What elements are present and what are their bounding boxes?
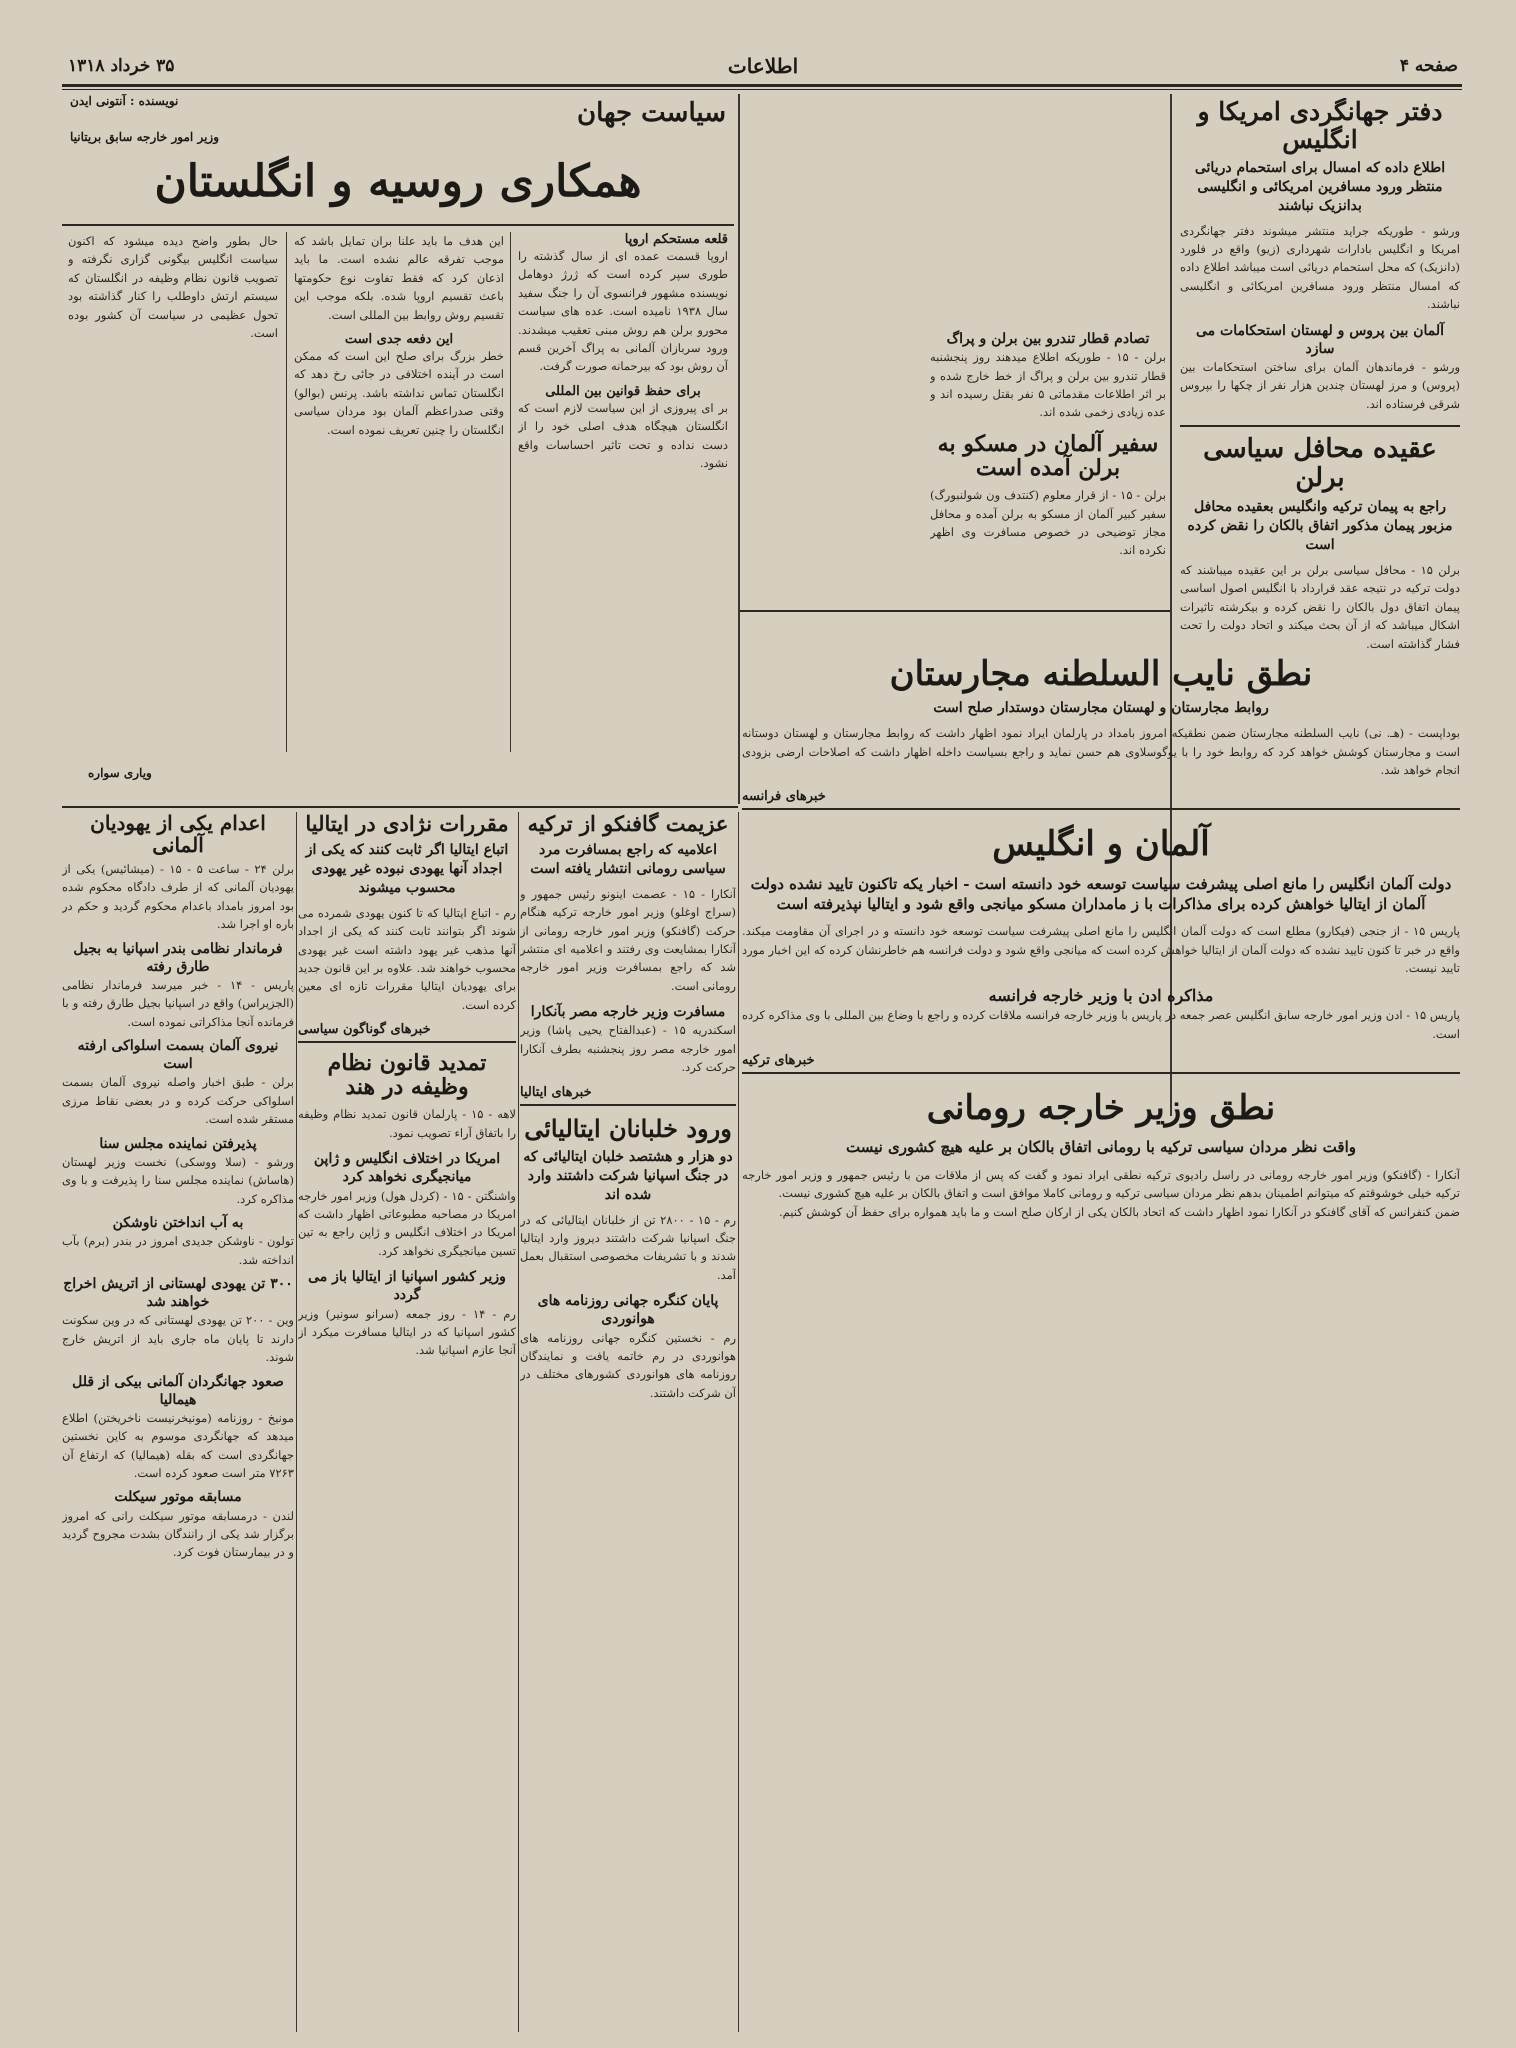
article-body: پاریس ۱۵ - ادن وزیر امور خارجه سابق انگلیس عصر جمعه در پاریس با وزیر خارجه فرانسه ملاقات کرده و راجع با وضاع بین المللی با وی مذاکره کرده است. (742, 1008, 1460, 1041)
column-rule (518, 812, 519, 2032)
headline: دفتر جهانگردی امریکا و انگلیس (1197, 98, 1443, 154)
subheadline: روابط مجارستان و لهستان مجارستان دوستدار صلح است (933, 700, 1269, 717)
article-body: برلن ۱۵ - محافل سیاسی برلن بر این عقیده میباشند که دولت ترکیه در نتیجه عقد قرارداد با انگلیس اصول اساسی پیمان اتفاق دول بالکان را نقض کرده و بیکرشته تاثیرات اشکال میباشد که از آن بحث میکند و اتحاد دولت را تحت فشار گذاشته است. (1180, 563, 1460, 651)
article-body: بر ای پیروزی از این سیاست لازم است که انگلستان هیچگاه هدف اصلی خود را از دست نداده و تحت تاثیر احساسات واقع نشود. (518, 400, 728, 470)
article-body: لاهه - ۱۵ - پارلمان قانون تمدید نظام وظیفه را باتفاق آراء تصویب نمود. (298, 1107, 516, 1140)
article-column (68, 232, 278, 792)
article-body: خطر بزرگ برای صلح این است که ممکن است در آینده اختلافی در جائی رخ دهد که انگلستان تماس نداشته باشد. پرنس (بوالو) وقتی صدراعظم آلمان بود مردان سیاسی انگلستان را چنین تعریف نموده است. (294, 348, 504, 437)
mid-right-column (930, 330, 1166, 620)
subheadline: اطلاع داده که امسال برای استحمام دریائی منتظر ورود مسافرین امریکائی و انگلیسی بدانزیک نباشند (1194, 160, 1446, 214)
masthead-rule (62, 84, 1462, 87)
divider (1180, 425, 1460, 427)
bottom-mid-left-column (298, 812, 516, 2032)
headline: اعدام یکی از یهودیان آلمانی (90, 812, 266, 857)
headline: صعود جهانگردان آلمانی بیکی از قلل هیمالیا (72, 1373, 284, 1408)
article-body: رم - نخستین کنگره جهانی روزنامه های هوانوردی در رم خاتمه یافت و نمایندگان روزنامه های هوانوردی کشورهای مختلف در آن شرکت داشتند. (520, 1330, 736, 1400)
column-rule (738, 812, 739, 2032)
headline: نطق نایب السلطنه مجارستان (889, 654, 1313, 694)
headline: نطق وزیر خارجه رومانی (926, 1088, 1276, 1129)
section-rule (62, 806, 738, 808)
column-rule (738, 94, 740, 804)
issue-date: ۳۵ خرداد ۱۳۱۸ (68, 56, 175, 76)
headline: آلمان و انگلیس (992, 824, 1210, 865)
author-line: نویسنده : آنتونی ایدن (70, 94, 179, 108)
article-body: وین - ۲۰۰ تن یهودی لهستانی که در وین سکونت دارند تا پایان ماه جاری باید از اتریش خارج شوند. (62, 1313, 294, 1365)
headline: ورود خلبانان ایتالیائی (524, 1113, 732, 1143)
article-body: ورشو - طوریکه جراید منتشر میشوند دفتر جهانگردی امریکا و انگلیس بادارات شهرداری (زیو) واقع در فلورد (دانزیک) که محل استحمام دریائی است میباشد اطلاع داده که امسال منتظر ورود مسافرین امریکائی و انگلیسی نباشند. (1180, 223, 1460, 312)
article-body: بوداپست - (هـ. نی) نایب السلطنه مجارستان ضمن نطقیکه امروز بامداد در پارلمان ایراد نمود اظهار داشت که روابط مجارستان و لهستان دوستانه است و مجارستان کوشش خواهد کرد که روابط خود را با یوگوسلاوی هم حسن نماید و راجع بسیاست داخله اظهار داشت که اصلاحات ارضی بزودی انجام خواهد شد. (742, 726, 1460, 778)
section-label: خبرهای ایتالیا (520, 1084, 592, 1100)
subheadline: دو هزار و هشتصد خلبان ایتالیائی که در جنگ اسپانیا شرکت داشتند وارد شده اند (523, 1148, 733, 1203)
divider (298, 1041, 516, 1043)
headline: آلمان بین پروس و لهستان استحکامات می سازد (1195, 322, 1445, 357)
article-body: حال بطور واضح دیده میشود که اکنون سیاست انگلیس بیگونی گزاری نگرفته و تصویب قانون نظام وظیفه در انگلستان که سیستم ارتش داوطلب را کنار گذاشته بود تحول عظیمی در سیاست آن کشور بوده است. (68, 234, 278, 340)
divider (520, 1104, 736, 1106)
article-body: آنکارا - (گافنکو) وزیر امور خارجه رومانی در راسل رادیوی ترکیه نطقی ایراد نمود و گفت که پس از ملاقات من با رئیس جمهور و وزیر امور خارجه ترکیه خیلی خوشوقتم که میتوانم اطمینان بدهم نظر مردان سیاسی ترکیه و رومانی کاملا موافق است و اتفاق بالکان بر علیه هیچ کشوری نیست. (742, 1167, 1460, 1201)
divider (742, 1072, 1460, 1074)
headline: مسابقه موتور سیکلت (114, 1489, 242, 1506)
article-body: ضمن کنفرانس که آقای گافنکو در آنکارا نمود اظهار داشت که اتحاد بالکان یکی از ارکان صلح است و ما باید همواره برای حفظ آن کوشش کنیم. (778, 1204, 1460, 1219)
subheadline: دولت آلمان انگلیس را مانع اصلی پیشرفت سیاست توسعه خود دانسته است - اخبار یکه تاکنون تایید نشده دولت آلمان از ایتالیا خواهش کرده برای مذاکرات با ز مامداران مسکو میانجی واقع شود و ایتالیا نپذیرفته است (750, 874, 1452, 914)
section-heading: سیاست جهان (577, 98, 726, 128)
headline: مقررات نژادی در ایتالیا (305, 812, 509, 836)
article-body: برلن - ۱۵ - از قرار معلوم (کنتدف ون شولنبورگ) سفیر کبیر آلمان از مسکو به برلن آمده و محافل مجاز توضیحی در خصوص مسافرت وی اظهر نکرده اند. (930, 488, 1166, 558)
headline: امریکا در اختلاف انگلیس و ژاپن میانجیگری نخواهد کرد (313, 1151, 501, 1186)
article-body: اروپا قسمت عمده ای از سال گذشته را طوری سپر کرده است که ژرژ دوهامل نویسنده مشهور فرانسوی آن را جنگ سفید سال ۱۹۳۸ نامیده است. عده های سیاست محورو برلن هم روش مبنی تعقیب میشدند. ورود سربازان آلمانی به پراگ آخرین قسم آن روش بود که بیرحمانه صورت گرفت. (518, 249, 728, 374)
article-body: این هدف ما باید علنا بران تمایل باشد که موجب تفرقه عالم نشده است. ما باید اذعان کرد که فقط تفاوت نوع حکومتها باعث تقسیم اروپا شده. بلکه موجب این تقسیم روش روابط بین المللی است. (294, 234, 504, 322)
subheadline: اتباع ایتالیا اگر ثابت کنند که یکی از اجداد آنها یهودی نبوده غیر یهودی محسوب میشوند (305, 842, 509, 896)
bottom-left-column (62, 812, 294, 2032)
article-body: برلن ۲۴ - ساعت ۵ - ۱۵ - (میشائیس) یکی از یهودیان آلمانی که از طرف دادگاه محکوم شده بود امروز بامداد باعدام محکوم گردید و حکم در باره او اجرا شد. (62, 862, 294, 932)
headline: به آب انداختن ناوشکن (112, 1215, 244, 1232)
section-label: خبرهای گوناگون سیاسی (298, 1022, 431, 1038)
article-body: مونیخ - روزنامه (مونیخرنیست ناخریختن) اطلاع میدهد که جهانگردی موسوم به کاین نخستین جهانگردی است که بقله (هیمالیا) که ارتفاع آن ۷۲۶۳ متر است صعود کرده است. (62, 1410, 294, 1481)
article-body: تولون - ناوشکن جدیدی امروز در بندر (برم) بآب انداخته شد. (62, 1234, 294, 1267)
headline: پایان کنگره جهانی روزنامه های هوانوردی (537, 1293, 719, 1328)
headline: پذیرفتن نماینده مجلس سنا (99, 1135, 257, 1152)
bottom-mid-right-column (520, 812, 736, 2032)
headline: وزیر کشور اسپانیا از ایتالیا باز می گردد (308, 1269, 506, 1304)
bottom-right-section (742, 620, 1460, 2032)
headline: عقیده محافل سیاسی برلن (1203, 434, 1437, 493)
article-body: رم - ۱۴ - روز جمعه (سرانو سونیر) وزیر کشور اسپانیا که در ایتالیا مسافرت میکرد از آنجا عازم اسپانیا شد. (298, 1306, 516, 1358)
signature: ویاری سواره (88, 766, 152, 780)
headline: سفیر آلمان در مسکو به برلن آمده است (937, 430, 1159, 481)
headline: تصادم قطار تندرو بین برلن و پراگ (946, 331, 1150, 347)
divider (62, 224, 734, 226)
headline: نیروی آلمان بسمت اسلواکی ارفته است (77, 1038, 279, 1073)
subheading: این دفعه جدی است (344, 331, 454, 347)
section-label: خبرهای ترکیه (742, 1053, 815, 1069)
headline: تمدید قانون نظام وظیفه در هند (327, 1050, 487, 1101)
headline: مسافرت وزیر خارجه مصر بآنکارا (530, 1004, 726, 1021)
column-rule (296, 812, 297, 2032)
article-body: پاریس ۱۵ - از جنجی (فیکارو) مطلع است که دولت آلمان انگلیس را مانع اصلی پیشرفت سیاست توسعه خود دانسته و در اجرای آن مقاومت میکند. واقع در خبر تا کنون تایید نشده که دولت آلمان از ایتالیا خواهش کرده است که میانجی واقع شود و دولت فرانسه هم خاطرنشان کرده که این اخبار مورد تایید نیست. (742, 924, 1460, 976)
article-body: اسکندریه ۱۵ - (عبدالفتاح یحیی پاشا) وزیر امور خارجه مصر روز پنجشنبه بطرف آنکارا حرکت کرد. (520, 1023, 736, 1075)
column-rule (286, 232, 287, 752)
headline: فرماندار نظامی بندر اسپانیا به بجیل طارق رفته (73, 940, 283, 975)
article-body: ورشو - (سلا ووسکی) نخست وزیر لهستان (هاساش) نماینده مجلس سنا را پذیرفت و با وی مذاکره کرد. (62, 1154, 294, 1206)
headline: ۳۰۰ تن یهودی لهستانی از اتریش اخراج خواهند شد (63, 1275, 293, 1311)
author-role: وزیر امور خارجه سابق بریتانیا (70, 130, 219, 144)
subheadline: راجع به پیمان ترکیه وانگلیس بعقیده محافل مزبور پیمان مذکور اتفاق بالکان را نقض کرده است (1187, 499, 1453, 554)
article-column (294, 232, 504, 752)
section-label: خبرهای فرانسه (742, 789, 826, 805)
column-rule (510, 232, 511, 752)
article-body: پاریس - ۱۴ - خبر میرسد فرماندار نظامی (الجزیراس) واقع در اسپانیا بجیل طارق رفته و با فرمانده آنجا مذاکراتی نموده است. (62, 977, 294, 1029)
subheadline: اعلامیه که راجع بمسافرت مرد سیاسی رومانی انتشار یافته است (530, 842, 726, 877)
subheading: قلعه مستحکم اروپا (624, 232, 728, 247)
headline: عزیمت گافنکو از ترکیه (527, 812, 729, 836)
article-body: آنکارا - ۱۵ - عصمت اینونو رئیس جمهور و (سراج اوغلو) وزیر امور خارجه ترکیه هنگام حرکت (گافنکو) وزیر امور خارجه رومانی از آنکارا بمشایعت وی رفتند و اعلامیه ای منتشر شد که راجع بمسافرت وزیر امور خارجه رومانی است. (520, 886, 736, 993)
article-body: رم - اتباع ایتالیا که تا کنون یهودی شمرده می شوند اگر بتوانند ثابت کنند که یکی از اجداد آنها مذهب غیر یهود داشته است غیر یهودی محسوب خواهند شد. علاوه بر این قانون جدید برای یهودیان ایتالیا مقررات تازه ای معین کرده است. (298, 905, 516, 1012)
subheading: برای حفظ قوانین بین المللی (545, 383, 701, 399)
article-body: برلن - طبق اخبار واصله نیروی آلمان بسمت اسلواکی حرکت کرده و در بعضی نقاط مرزی مستقر شده است. (62, 1075, 294, 1127)
article-body: رم - ۱۵ - ۲۸۰۰ تن از خلبانان ایتالیائی که در جنگ اسپانیا شرکت داشتند دیروز وارد ایتالیا شدند و با تشریفات مخصوصی استقبال بعمل آمد. (520, 1212, 736, 1282)
politics-section (62, 94, 734, 800)
divider (742, 808, 1460, 810)
article-column (518, 232, 728, 752)
page-number: صفحه ۴ (1399, 56, 1458, 76)
headline: مذاکره ادن با وزیر خارجه فرانسه (988, 985, 1214, 1005)
article-body: واشنگتن - ۱۵ - (کردل هول) وزیر امور خارجه امریکا در مصاحبه مطبوعاتی اظهار داشت که امریکا در اختلاف انگلیس و ژاپن راجع به تین تسین میانجیگری نخواهد کرد. (298, 1188, 516, 1258)
masthead (68, 54, 1458, 84)
article-body: برلن - ۱۵ - طوریکه اطلاع میدهند روز پنجشنبه قطار تندرو بین برلن و پراگ از خط خارج شده و بر اثر اطلاعات مقدماتی ۵ نفر بقتل رسیده اند و عده زیادی زخمی شده اند. (930, 350, 1166, 420)
masthead-rule-thin (62, 89, 1462, 90)
main-headline: همکاری روسیه و انگلستان (154, 156, 642, 207)
article-body: لندن - درمسابقه موتور سیکلت رانی که امروز برگزار شد یکی از رانندگان بشدت مجروح گردید و در بیمارستان فوت کرد. (62, 1508, 294, 1560)
section-rule (740, 610, 1170, 612)
article-body: ورشو - فرماندهان آلمان برای ساختن استحکامات بین (پروس) و مرز لهستان چندین هزار نفر از چکها را بپروس شرقی فرستاده اند. (1180, 360, 1460, 411)
subheadline: واقت نظر مردان سیاسی ترکیه با رومانی اتفاق بالکان بر علیه هیچ کشوری نیست (846, 1138, 1356, 1157)
paper-name: اطلاعات (727, 54, 799, 78)
